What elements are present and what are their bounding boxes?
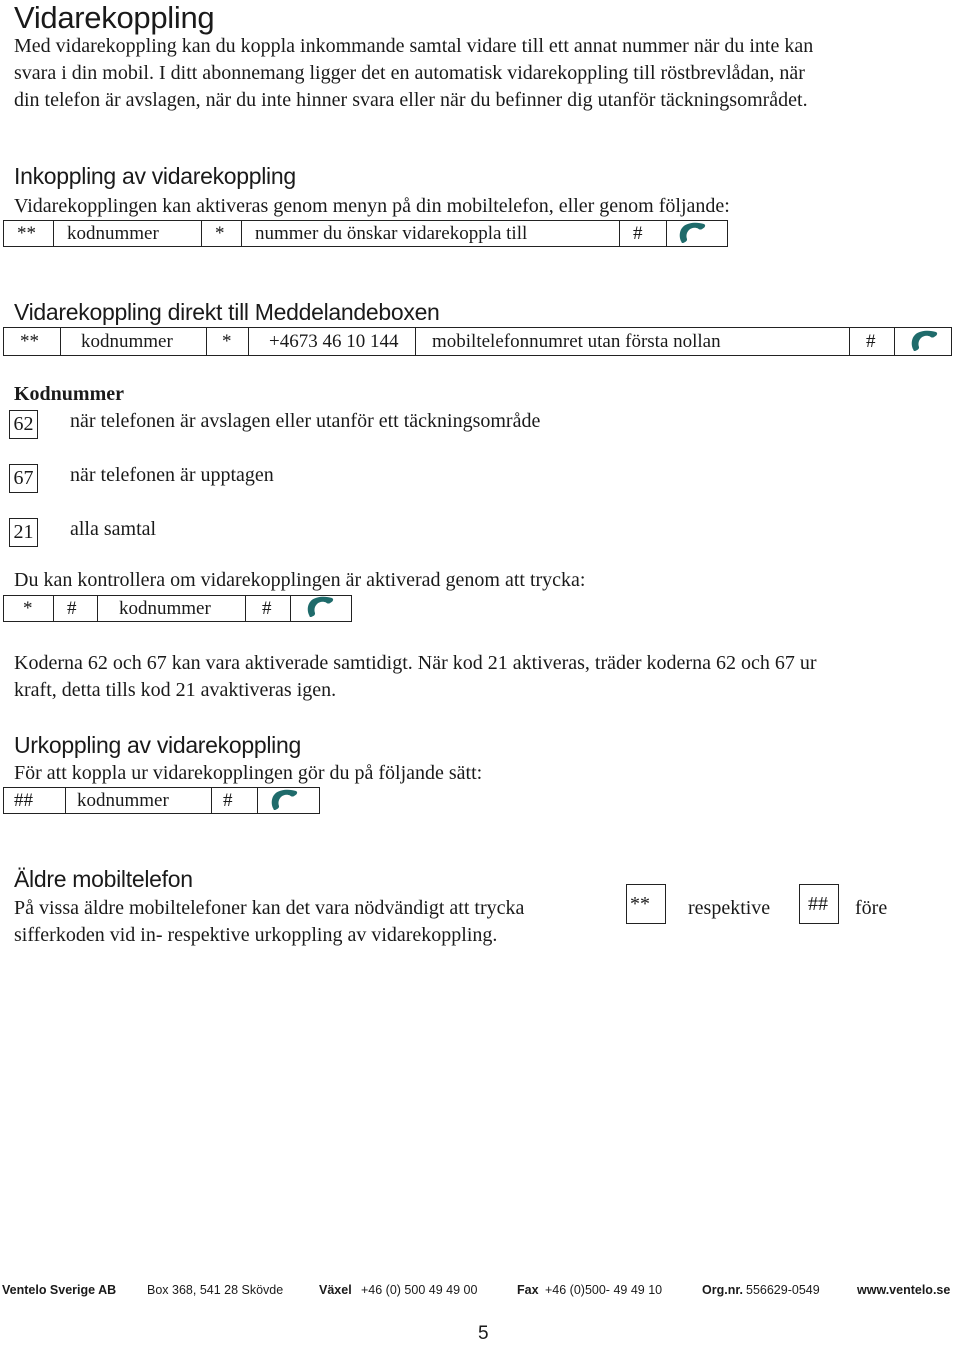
sequence-cell: # [212,788,258,813]
footer-phone-label: Växel [319,1283,352,1297]
phone-handset-icon [291,596,351,621]
footer-address: Box 368, 541 28 Skövde [147,1283,284,1297]
codes-heading: Kodnummer [14,383,124,405]
page-number: 5 [478,1323,489,1344]
footer-org-label: Org.nr. [702,1283,743,1297]
check-text: Du kan kontrollera om vidarekopplingen är aktiverad genom att trycka: [14,569,586,591]
footer-fax: +46 (0)500- 49 49 10 [545,1283,663,1297]
sequence-cell: # [850,328,895,355]
sequence-cell: kodnummer [98,596,246,621]
footer-company: Ventelo Sverige AB [2,1283,117,1297]
page-title: Vidarekoppling [14,0,215,35]
sequence-cell: * [4,596,54,621]
sequence-cell: # [620,221,667,246]
intro-line-1: Med vidarekoppling kan du koppla inkommande samtal vidare till ett annat nummer när du inte kan [14,35,814,57]
aldre-text-middle: respektive [688,897,771,919]
sequence-cell: # [246,596,291,621]
key-sequence-inkoppling [3,220,728,247]
section-text-inkoppling: Vidarekopplingen kan aktiveras genom menyn på din mobiltelefon, eller genom följande: [14,195,730,217]
sequence-cell: * [202,221,242,246]
section-heading-aldre: Äldre mobiltelefon [14,866,193,892]
key-box: ## [799,884,839,924]
sequence-cell: ## [4,788,66,813]
sequence-cell: mobiltelefonnumret utan första nollan [416,328,850,355]
sequence-cell: kodnummer [61,328,207,355]
key-box: ** [626,884,666,924]
aldre-text-line-1: På vissa äldre mobiltelefoner kan det vara nödvändigt att trycka [14,897,525,919]
sequence-cell: nummer du önskar vidarekoppla till [242,221,620,246]
code-box: 67 [9,464,38,493]
code-description: alla samtal [70,518,157,540]
code-box: 62 [9,410,38,439]
phone-handset-icon [895,328,951,355]
code-description: när telefonen är avslagen eller utanför ett täckningsområde [70,410,541,432]
section-text-urkoppling: För att koppla ur vidarekopplingen gör du på följande sätt: [14,762,483,784]
sequence-cell: * [207,328,249,355]
aldre-text-line-2: sifferkoden vid in- respektive urkoppling av vidarekoppling. [14,924,498,946]
intro-line-2: svara i din mobil. I ditt abonnemang ligger det en automatisk vidarekoppling till röstbrevlådan, när [14,62,805,84]
footer-fax-label: Fax [517,1283,539,1297]
section-heading-meddelandeboxen: Vidarekoppling direkt till Meddelandeboxen [14,299,440,325]
sequence-cell: # [54,596,98,621]
note-line-2: kraft, detta tills kod 21 avaktiveras igen. [14,679,337,701]
sequence-cell: ** [4,328,61,355]
key-sequence-check [3,595,352,622]
footer-phone: +46 (0) 500 49 49 00 [361,1283,478,1297]
intro-line-3: din telefon är avslagen, när du inte hinner svara eller när du befinner dig utanför täckningsområdet. [14,89,808,111]
note-line-1: Koderna 62 och 67 kan vara aktiverade samtidigt. När kod 21 aktiveras, träder koderna 62 och 67 ur [14,652,817,674]
phone-handset-icon [258,788,319,813]
sequence-cell: +4673 46 10 144 [249,328,416,355]
page-footer [0,1283,960,1303]
footer-web: www.ventelo.se [857,1283,951,1297]
aldre-text-after: före [855,897,888,919]
code-description: när telefonen är upptagen [70,464,274,486]
section-heading-inkoppling: Inkoppling av vidarekoppling [14,163,296,189]
phone-handset-icon [667,221,727,246]
section-heading-urkoppling: Urkoppling av vidarekoppling [14,732,301,758]
sequence-cell: kodnummer [54,221,202,246]
footer-org: 556629-0549 [746,1283,820,1297]
key-sequence-urkoppling [3,787,320,814]
code-box: 21 [9,518,38,547]
sequence-cell: ** [4,221,54,246]
sequence-cell: kodnummer [66,788,212,813]
key-sequence-meddelandeboxen [3,327,952,356]
